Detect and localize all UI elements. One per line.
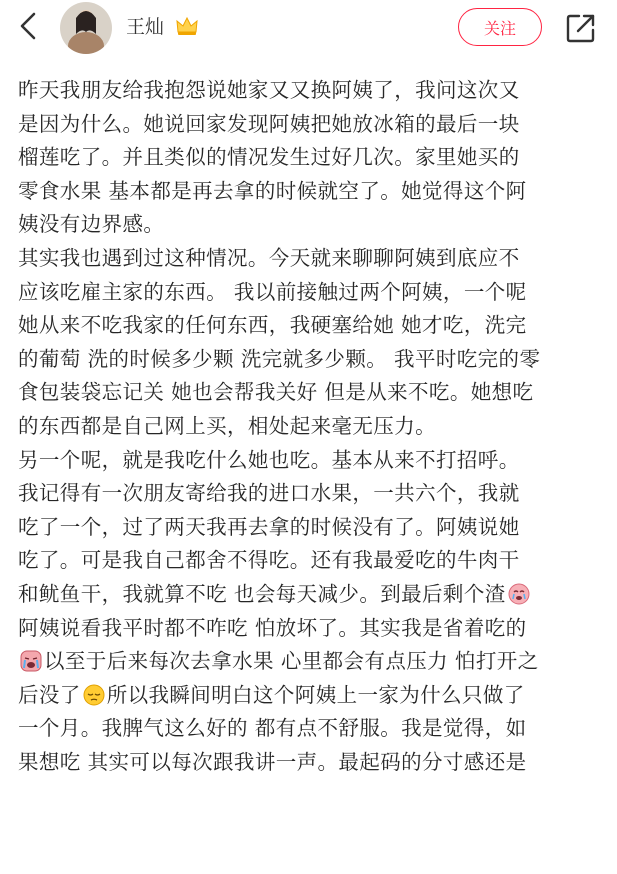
post-line: 另一个呢，就是我吃什么她也吃。基本从来不打招呼。 [18,447,520,472]
post-line: 其实我也遇到过这种情况。今天就来聊聊阿姨到底应不 [18,245,520,270]
chevron-left-icon [17,11,39,41]
top-bar [0,0,617,56]
crown-badge-icon [174,13,200,39]
share-icon [564,11,598,45]
post-line: 是因为什么。她说回家发现阿姨把她放冰箱的最后一块 [18,111,520,136]
post-text: 所以我瞬间明白这个阿姨上一家为什么只做了 [106,682,525,707]
post-line: 的葡萄 洗的时候多少颗 洗完就多少颗。 我平时吃完的零 [18,346,541,371]
post-line: 食包装袋忘记关 她也会帮我关好 但是从来不吃。她想吃 [18,380,534,405]
post-line: 吃了一个，过了两天我再去拿的时候没有了。阿姨说她 [18,514,520,539]
post-line: 她从来不吃我家的任何东西，我硬塞给她 她才吃，洗完 [18,313,527,338]
post-line-with-emoji [18,645,608,679]
crying-face-emoji-icon [20,649,42,671]
post-line: 姨没有边界感。 [18,212,165,237]
post-line: 榴莲吃了。并且类似的情况发生过好几次。家里她买的 [18,145,520,170]
post-line-with-emoji [18,679,608,713]
pensive-face-emoji-icon [83,683,105,705]
post-line: 我记得有一次朋友寄给我的进口水果，一共六个，我就 [18,481,520,506]
post-line: 零食水果 基本都是再去拿的时候就空了。她觉得这个阿 [18,178,527,203]
post-line: 昨天我朋友给我抱怨说她家又又换阿姨了，我问这次又 [18,78,520,102]
post-text: 后没了 [18,682,81,707]
post-line: 吃了。可是我自己都舍不得吃。还有我最爱吃的牛肉干 [18,548,520,573]
back-button[interactable] [10,8,46,44]
post-line: 的东西都是自己网上买，相处起来毫无压力。 [18,413,436,438]
post-line-with-emoji [18,578,608,612]
post-body [18,74,608,779]
post-line: 一个月。我脾气这么好的 都有点不舒服。我是觉得，如 [18,716,527,741]
post-text: 以至于后来每次去拿水果 心里都会有点压力 怕打开之 [44,649,539,674]
post-line: 阿姨说看我平时都不咋吃 怕放坏了。其实我是省着吃的 [18,615,527,640]
post-line: 应该吃雇主家的东西。 我以前接触过两个阿姨，一个呢 [18,279,527,304]
follow-button[interactable]: 关注 [458,8,542,46]
share-button[interactable] [564,11,598,45]
post-text: 和鱿鱼干，我就算不吃 也会每天减少。到最后剩个渣 [18,581,506,606]
post-line: 果想吃 其实可以每次跟我讲一声。最起码的分寸感还是 [18,749,527,774]
username[interactable]: 王灿 [126,16,165,38]
tearful-face-emoji-icon [508,582,530,604]
avatar[interactable] [60,2,112,54]
